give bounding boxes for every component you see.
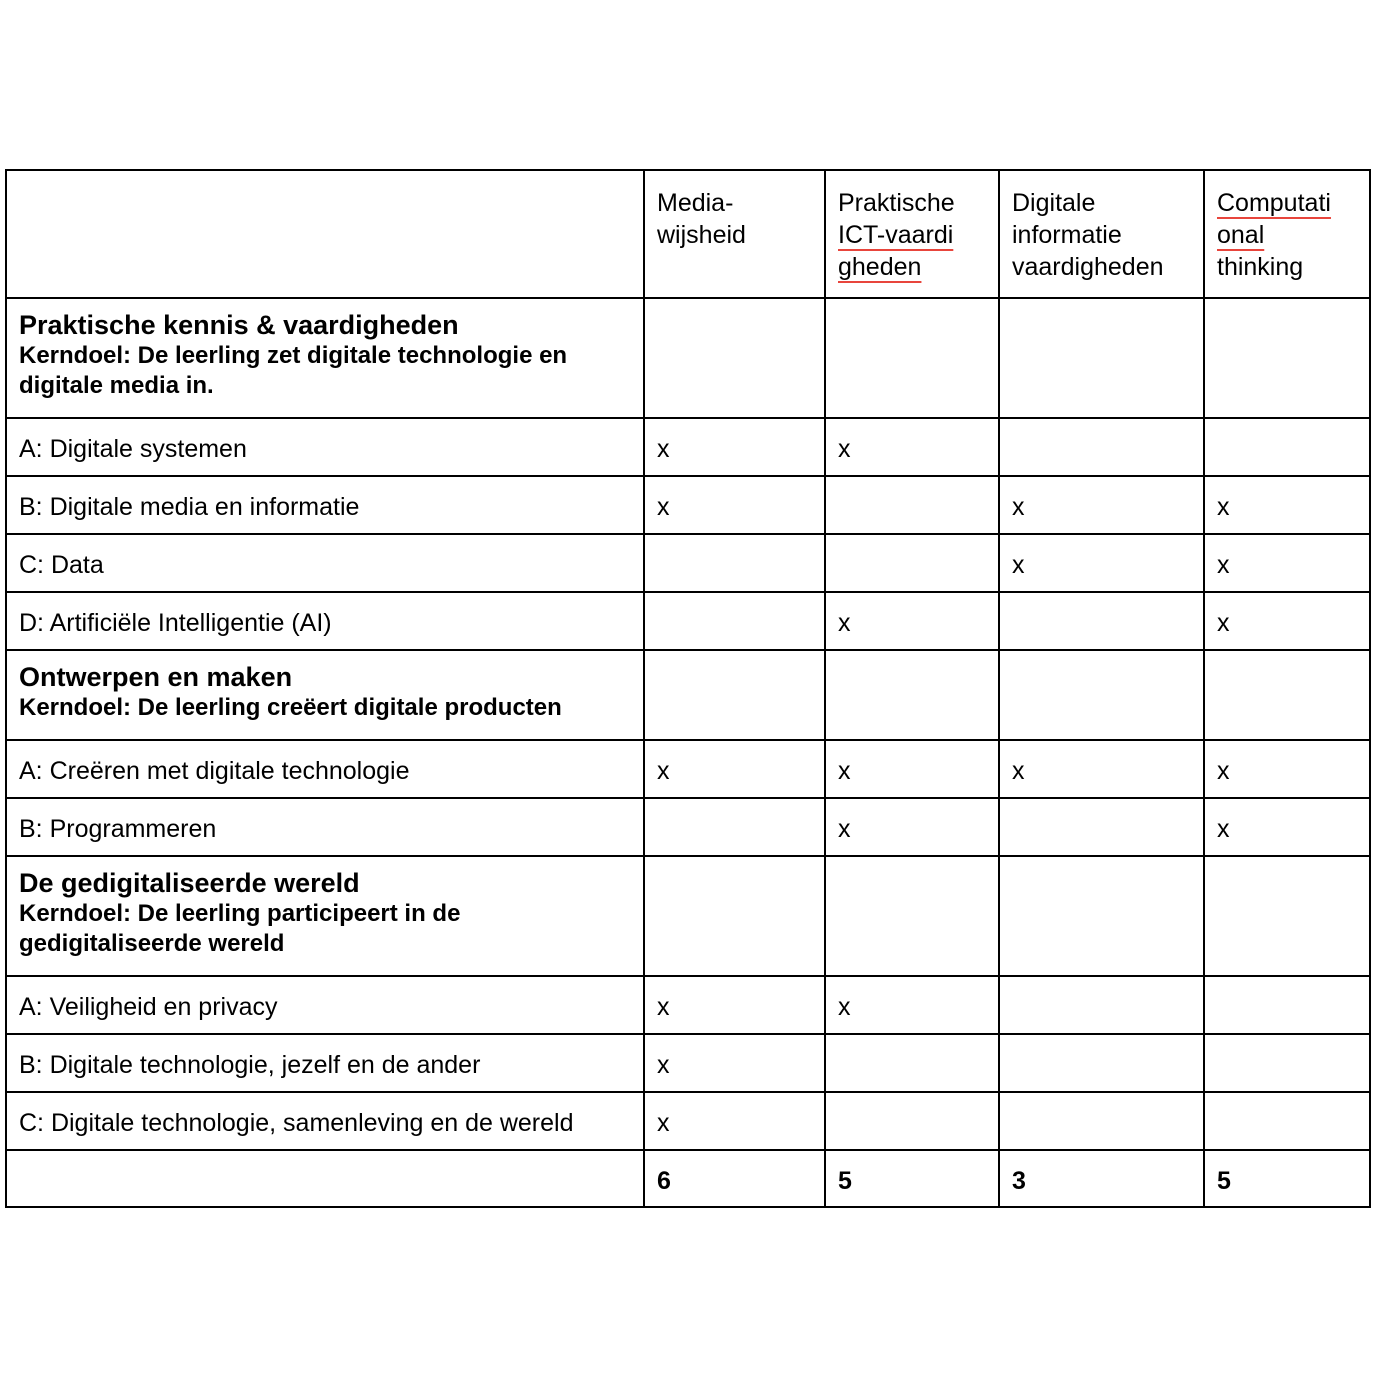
table-row (6, 740, 1370, 798)
mark-cell: x (1204, 740, 1370, 798)
mark-cell: x (1204, 534, 1370, 592)
section-row (6, 650, 1370, 740)
header-cell-informatievaardigheden (999, 170, 1204, 298)
header-label (1217, 187, 1357, 283)
empty-cell (825, 298, 999, 418)
mark-cell (1204, 418, 1370, 476)
mark-cell (825, 1092, 999, 1150)
mark-cell (999, 1092, 1204, 1150)
table-row (6, 592, 1370, 650)
total-cell: 6 (644, 1150, 825, 1207)
mark-cell: x (999, 740, 1204, 798)
mark-cell: x (999, 476, 1204, 534)
table-row (6, 976, 1370, 1034)
mark-cell (1204, 1092, 1370, 1150)
spellcheck-underlined-text: Computati (1217, 189, 1331, 217)
section-heading-cell (6, 298, 644, 418)
mark-cell (644, 798, 825, 856)
section-title: De gedigitaliseerde wereld (19, 868, 360, 898)
header-line: thinking (1217, 253, 1304, 281)
mark-cell (999, 976, 1204, 1034)
mark-cell (825, 534, 999, 592)
section-title: Ontwerpen en maken (19, 662, 293, 692)
table-row (6, 1092, 1370, 1150)
mark-cell: x (644, 1092, 825, 1150)
table-row (6, 476, 1370, 534)
table-row (6, 798, 1370, 856)
row-label: D: Artificiële Intelligentie (AI) (6, 592, 644, 650)
mark-cell (1204, 976, 1370, 1034)
mark-cell (999, 1034, 1204, 1092)
totals-row (6, 1150, 1370, 1207)
mark-cell: x (825, 740, 999, 798)
competency-matrix-table (5, 169, 1371, 1208)
empty-cell (1204, 856, 1370, 976)
mark-cell: x (825, 798, 999, 856)
mark-cell: x (999, 534, 1204, 592)
mark-cell: x (644, 418, 825, 476)
empty-cell (999, 650, 1204, 740)
mark-cell: x (1204, 476, 1370, 534)
mark-cell (825, 1034, 999, 1092)
row-label: B: Digitale technologie, jezelf en de ander (6, 1034, 644, 1092)
table-row (6, 418, 1370, 476)
header-label: Digitale informatie vaardigheden (1012, 189, 1164, 281)
row-label: C: Data (6, 534, 644, 592)
header-cell-mediawijsheid (644, 170, 825, 298)
total-cell: 3 (999, 1150, 1204, 1207)
mark-cell (999, 592, 1204, 650)
row-label: A: Veiligheid en privacy (6, 976, 644, 1034)
header-empty-cell (6, 170, 644, 298)
section-goal: Kerndoel: De leerling zet digitale technologie en digitale media in. (19, 342, 568, 399)
header-cell-ict-vaardigheden (825, 170, 999, 298)
header-row (6, 170, 1370, 298)
header-label (838, 187, 986, 283)
section-row (6, 298, 1370, 418)
empty-cell (999, 298, 1204, 418)
mark-cell: x (644, 476, 825, 534)
mark-cell: x (644, 976, 825, 1034)
header-line: Praktische (838, 189, 955, 217)
total-cell: 5 (1204, 1150, 1370, 1207)
empty-cell (1204, 298, 1370, 418)
mark-cell: x (1204, 592, 1370, 650)
row-label: A: Digitale systemen (6, 418, 644, 476)
section-heading-cell (6, 856, 644, 976)
spellcheck-underlined-text: ICT-vaardi (838, 221, 954, 249)
spellcheck-underlined-text: gheden (838, 253, 922, 281)
mark-cell: x (825, 976, 999, 1034)
row-label: B: Programmeren (6, 798, 644, 856)
header-label: Media- wijsheid (657, 189, 746, 249)
mark-cell (999, 798, 1204, 856)
mark-cell: x (1204, 798, 1370, 856)
section-goal: Kerndoel: De leerling participeert in de gedigitaliseerde wereld (19, 900, 461, 957)
mark-cell (644, 592, 825, 650)
empty-cell (644, 298, 825, 418)
mark-cell: x (644, 740, 825, 798)
section-row (6, 856, 1370, 976)
mark-cell (1204, 1034, 1370, 1092)
section-title: Praktische kennis & vaardigheden (19, 310, 459, 340)
mark-cell: x (825, 418, 999, 476)
empty-cell (825, 650, 999, 740)
mark-cell: x (825, 592, 999, 650)
empty-cell (825, 856, 999, 976)
section-goal: Kerndoel: De leerling creëert digitale producten (19, 694, 562, 721)
row-label: B: Digitale media en informatie (6, 476, 644, 534)
empty-cell (6, 1150, 644, 1207)
total-cell: 5 (825, 1150, 999, 1207)
empty-cell (1204, 650, 1370, 740)
header-cell-computational-thinking (1204, 170, 1370, 298)
mark-cell (644, 534, 825, 592)
mark-cell (999, 418, 1204, 476)
mark-cell (825, 476, 999, 534)
table-row (6, 1034, 1370, 1092)
spellcheck-underlined-text: onal (1217, 221, 1265, 249)
empty-cell (999, 856, 1204, 976)
row-label: A: Creëren met digitale technologie (6, 740, 644, 798)
row-label: C: Digitale technologie, samenleving en de wereld (6, 1092, 644, 1150)
empty-cell (644, 856, 825, 976)
empty-cell (644, 650, 825, 740)
section-heading-cell (6, 650, 644, 740)
mark-cell: x (644, 1034, 825, 1092)
table-row (6, 534, 1370, 592)
